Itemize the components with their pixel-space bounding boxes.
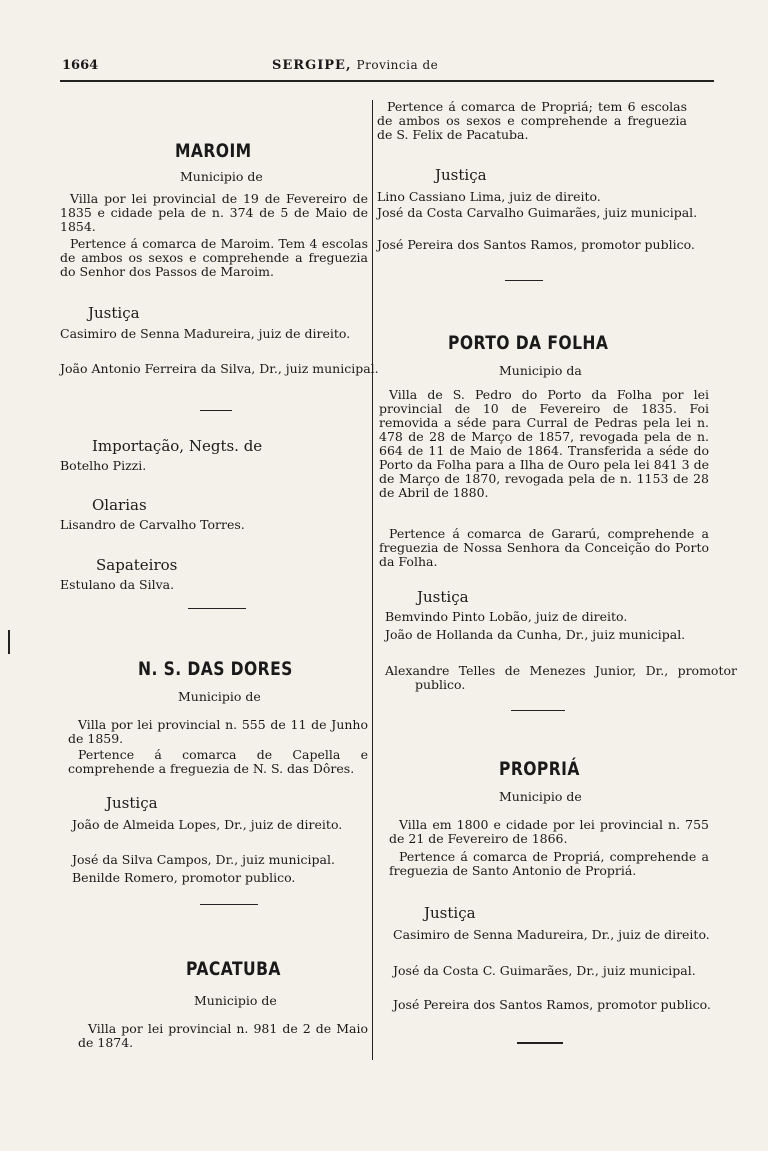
section-subtitle-maroim: Municipio de — [180, 169, 263, 184]
porto-da-folha-justica-heading: Justiça — [417, 588, 469, 606]
maroim-justica-entry-1: Casimiro de Senna Madureira, juiz de direito. — [60, 326, 351, 341]
ns-dores-justica-entry-3: Benilde Romero, promotor publico. — [72, 870, 296, 885]
section-subtitle-pacatuba: Municipio de — [194, 993, 277, 1008]
section-subtitle-ns-dores: Municipio de — [178, 689, 261, 704]
section-title-porto-da-folha: PORTO DA FOLHA — [448, 332, 609, 354]
pacatuba-paragraph-1: Villa por lei provincial n. 981 de 2 de Maio de 1874. — [78, 1021, 368, 1050]
ns-dores-justica-heading: Justiça — [106, 794, 158, 812]
pacatuba-continued-paragraph: Pertence á comarca de Propriá; tem 6 escolas de ambos os sexos e comprehende a freguezia de S. Felix de Pacatuba. — [377, 99, 687, 142]
olarias-heading: Olarias — [92, 496, 147, 514]
porto-da-folha-justica-entry-2: João de Hollanda da Cunha, Dr., juiz municipal. — [385, 627, 686, 642]
porto-da-folha-paragraph-2: Pertence á comarca de Gararú, comprehende a freguezia de Nossa Senhora da Conceição do Porto da Folha. — [379, 526, 709, 569]
page-header — [62, 58, 712, 80]
sapateiros-heading: Sapateiros — [96, 556, 178, 574]
pacatuba-justica-heading: Justiça — [435, 166, 487, 184]
margin-mark — [8, 630, 10, 654]
propria-justica-entry-1: Casimiro de Senna Madureira, Dr., juiz de direito. — [393, 927, 710, 942]
section-title-propria: PROPRIÁ — [499, 758, 580, 780]
porto-da-folha-justica-entry-1: Bemvindo Pinto Lobão, juiz de direito. — [385, 609, 628, 624]
section-title-ns-dores: N. S. DAS DORES — [138, 658, 293, 680]
section-subtitle-propria: Municipio de — [499, 789, 582, 804]
pacatuba-justica-entry-2: José da Costa Carvalho Guimarães, juiz municipal. — [377, 205, 698, 220]
porto-da-folha-paragraph-1: Villa de S. Pedro do Porto da Folha por lei provincial de 10 de Fevereiro de 1835. Foi removida a séde para Curral de Pedras pela lei n. 478 de 28 de Março de 1857, revogada pela de n. 664 de 11 de Maio de 1864. Transferida a séde do Porto da Folha para a Ilha de Ouro pela lei 841 3 de de Março de 1870, revogada pela de n. 1153 de 28 de Abril de 1880. — [379, 387, 709, 500]
header-rule — [60, 80, 714, 82]
maroim-justica-heading: Justiça — [88, 304, 140, 322]
olarias-entry: Lisandro de Carvalho Torres. — [60, 517, 245, 532]
propria-justica-heading: Justiça — [424, 904, 476, 922]
page-number: 1664 — [62, 58, 99, 73]
maroim-justica-entry-2: João Antonio Ferreira da Silva, Dr., juiz municipal. — [60, 361, 379, 376]
separator-rule — [200, 904, 258, 905]
state-name: SERGIPE, — [272, 58, 352, 73]
province-label: Provincia de — [356, 58, 439, 72]
section-subtitle-porto-da-folha: Municipio da — [499, 363, 582, 378]
ns-dores-paragraph-2: Pertence á comarca de Capella e comprehende a freguezia de N. S. das Dôres. — [68, 747, 368, 776]
separator-rule — [200, 410, 232, 411]
propria-paragraph-1: Villa em 1800 e cidade por lei provincial n. 755 de 21 de Fevereiro de 1866. — [389, 817, 709, 846]
section-title-pacatuba: PACATUBA — [186, 958, 281, 980]
column-divider — [372, 100, 373, 1060]
propria-paragraph-2: Pertence á comarca de Propriá, comprehende a freguezia de Santo Antonio de Propriá. — [389, 849, 709, 878]
ns-dores-justica-entry-1: João de Almeida Lopes, Dr., juiz de direito. — [72, 817, 343, 832]
porto-da-folha-justica-entry-3: Alexandre Telles de Menezes Junior, Dr., promotor publico. — [385, 663, 737, 692]
maroim-paragraph-2: Pertence á comarca de Maroim. Tem 4 escolas de ambos os sexos e comprehende a freguezia do Senhor dos Passos de Maroim. — [60, 236, 368, 279]
ns-dores-paragraph-1: Villa por lei provincial n. 555 de 11 de Junho de 1859. — [68, 717, 368, 746]
pacatuba-justica-entry-3: José Pereira dos Santos Ramos, promotor publico. — [377, 237, 695, 252]
maroim-paragraph-1: Villa por lei provincial de 19 de Fevereiro de 1835 e cidade pela de n. 374 de 5 de Maio de 1854. — [60, 191, 368, 234]
separator-rule — [511, 710, 565, 711]
separator-rule — [188, 608, 246, 609]
importacao-entry: Botelho Pizzi. — [60, 458, 147, 473]
importacao-heading: Importação, Negts. de — [92, 437, 263, 455]
sapateiros-entry: Estulano da Silva. — [60, 577, 175, 592]
separator-rule — [517, 1042, 563, 1044]
propria-justica-entry-3: José Pereira dos Santos Ramos, promotor publico. — [393, 997, 711, 1012]
running-title — [272, 58, 438, 73]
section-title-maroim: MAROIM — [175, 140, 252, 162]
ns-dores-justica-entry-2: José da Silva Campos, Dr., juiz municipal. — [72, 852, 335, 867]
separator-rule — [505, 280, 543, 281]
propria-justica-entry-2: José da Costa C. Guimarães, Dr., juiz municipal. — [393, 963, 696, 978]
pacatuba-justica-entry-1: Lino Cassiano Lima, juiz de direito. — [377, 189, 601, 204]
